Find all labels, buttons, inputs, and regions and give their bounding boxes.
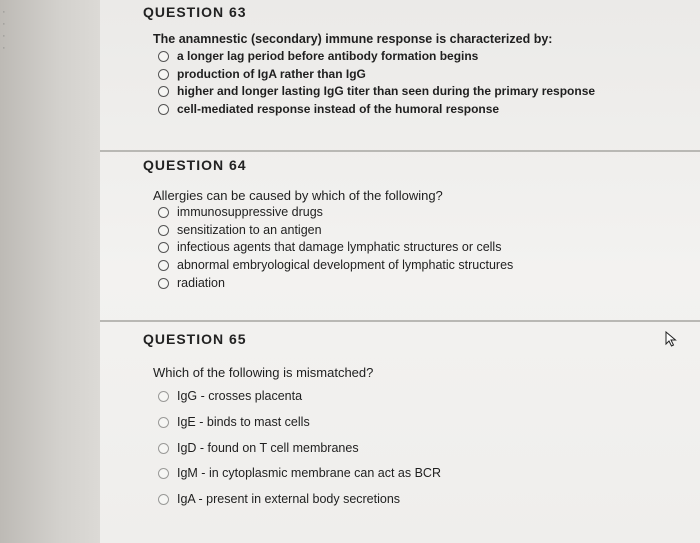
answer-option[interactable] <box>158 492 400 506</box>
question-text: The anamnestic (secondary) immune response is characterized by: <box>153 32 553 46</box>
mouse-pointer-icon <box>665 331 679 347</box>
radio-button[interactable] <box>158 278 169 289</box>
option-label: radiation <box>177 276 225 290</box>
option-label: higher and longer lasting IgG titer than seen during the primary response <box>177 84 596 98</box>
answer-option[interactable] <box>158 205 323 219</box>
radio-button[interactable] <box>158 86 169 97</box>
option-label: IgE - binds to mast cells <box>177 415 310 429</box>
sidebar-mark-icon: · <box>2 42 6 54</box>
option-label: IgM - in cytoplasmic membrane can act as BCR <box>177 466 441 480</box>
answer-option[interactable] <box>158 441 359 455</box>
question-title: QUESTION 63 <box>143 4 247 20</box>
radio-button[interactable] <box>158 242 169 253</box>
question-63 <box>100 0 700 150</box>
quiz-panel <box>100 0 700 543</box>
option-label: IgG - crosses placenta <box>177 389 303 403</box>
option-label: sensitization to an antigen <box>177 223 322 237</box>
answer-option[interactable] <box>158 276 225 290</box>
question-64 <box>100 152 700 320</box>
radio-button[interactable] <box>158 69 169 80</box>
sidebar-marks <box>0 6 30 54</box>
answer-option[interactable] <box>158 389 302 403</box>
option-label: IgA - present in external body secretions <box>177 492 401 506</box>
option-label: immunosuppressive drugs <box>177 205 323 219</box>
question-title: QUESTION 65 <box>143 331 247 347</box>
answer-option[interactable] <box>158 240 501 254</box>
radio-button[interactable] <box>158 104 169 115</box>
answer-option[interactable] <box>158 49 478 63</box>
option-label: cell-mediated response instead of the humoral response <box>177 102 500 116</box>
answer-option[interactable] <box>158 84 595 98</box>
sidebar-mark-icon: · <box>2 6 6 18</box>
answer-option[interactable] <box>158 415 310 429</box>
radio-button[interactable] <box>158 468 169 479</box>
radio-button[interactable] <box>158 391 169 402</box>
option-label: production of IgA rather than IgG <box>177 67 366 81</box>
question-text: Which of the following is mismatched? <box>153 365 374 380</box>
question-title: QUESTION 64 <box>143 157 247 173</box>
sidebar-mark-icon: · <box>2 18 6 30</box>
radio-button[interactable] <box>158 51 169 62</box>
question-65 <box>100 322 700 543</box>
option-label: IgD - found on T cell membranes <box>177 441 359 455</box>
answer-option[interactable] <box>158 67 366 81</box>
answer-option[interactable] <box>158 223 322 237</box>
sidebar-mark-icon: · <box>2 30 6 42</box>
question-text: Allergies can be caused by which of the following? <box>153 188 443 203</box>
answer-option[interactable] <box>158 102 499 116</box>
option-label: abnormal embryological development of lymphatic structures <box>177 258 514 272</box>
radio-button[interactable] <box>158 443 169 454</box>
option-label: a longer lag period before antibody formation begins <box>177 49 479 63</box>
answer-option[interactable] <box>158 466 441 480</box>
left-sidebar-strip <box>0 0 100 543</box>
option-label: infectious agents that damage lymphatic structures or cells <box>177 240 502 254</box>
radio-button[interactable] <box>158 494 169 505</box>
radio-button[interactable] <box>158 207 169 218</box>
radio-button[interactable] <box>158 417 169 428</box>
radio-button[interactable] <box>158 260 169 271</box>
answer-option[interactable] <box>158 258 513 272</box>
radio-button[interactable] <box>158 225 169 236</box>
